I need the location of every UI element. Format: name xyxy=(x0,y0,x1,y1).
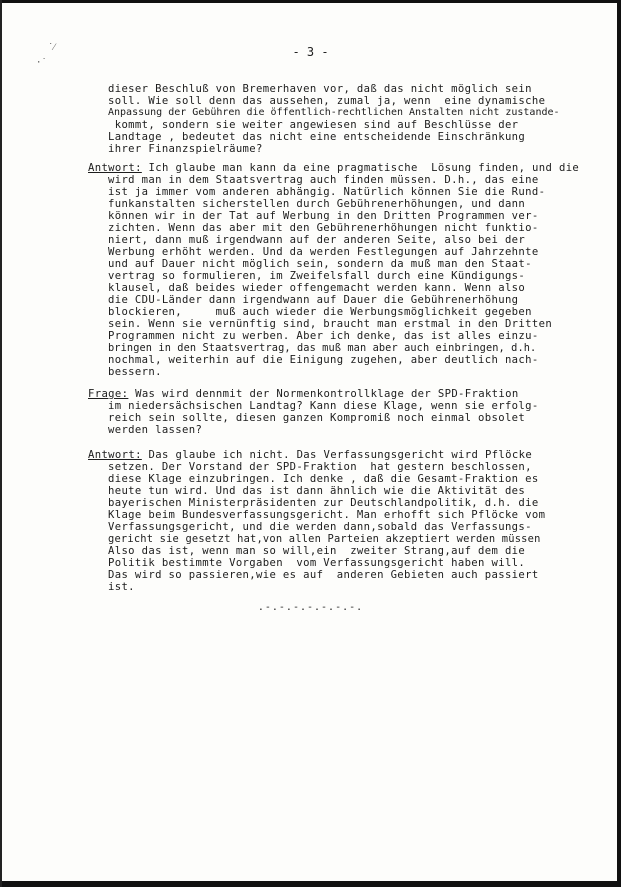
text-line: Verfassungsgericht, und die werden dann,sobald das Verfassungs- xyxy=(108,521,532,533)
text-line: Anpassung der Gebühren die öffentlich-rechtlichen Anstalten nicht zustande- xyxy=(108,107,560,118)
answer-line-first xyxy=(88,162,579,174)
text-line: gericht sie gesetzt hat,von allen Parteien akzeptiert werden müssen xyxy=(108,533,541,545)
text-line: setzen. Der Vorstand der SPD-Fraktion hat gestern beschlossen, xyxy=(108,461,532,473)
text-line: Also das ist, wenn man so will,ein zweiter Strang,auf dem die xyxy=(108,545,526,557)
text-line: dieser Beschluß von Bremerhaven vor, daß das nicht möglich sein xyxy=(108,83,532,95)
text-line: bayerischen Ministerpräsidenten zur Deutschlandpolitik, d.h. die xyxy=(108,497,539,509)
answer-label: Antwort: xyxy=(88,449,142,461)
text-line: Das glaube ich nicht. Das Verfassungsgericht wird Pflöcke xyxy=(141,449,533,461)
scan-speck: ˙⁄ xyxy=(48,43,55,53)
text-line: bringen in den Staatsvertrag, das muß man aber auch einbringen, d.h. xyxy=(108,342,537,354)
text-line: Programmen nicht zu werben. Aber ich denke, das ist alles einzu- xyxy=(108,330,539,342)
scan-border-left xyxy=(0,0,2,887)
text-line: bessern. xyxy=(108,366,162,378)
text-line: ist ja immer vom anderen abhängig. Natürlich können Sie die Rund- xyxy=(108,186,546,198)
text-line: blockieren, muß auch wieder die Werbungsmöglichkeit gegeben xyxy=(108,306,532,318)
scan-speck: ·˙ xyxy=(36,58,47,68)
text-line: diese Klage einzubringen. Ich denke , daß die Gesamt-Fraktion es xyxy=(108,473,539,485)
text-line: sein. Wenn sie vernünftig sind, braucht man erstmal in den Dritten xyxy=(108,318,553,330)
text-line: Das wird so passieren,wie es auf anderen Gebieten auch passiert xyxy=(108,569,539,581)
page-number: - 3 - xyxy=(292,45,329,59)
text-line: funkanstalten sicherstellen durch Gebührenerhöhungen, und dann xyxy=(108,198,526,210)
text-line: und auf Dauer nicht möglich sein, sondern da muß man den Staat- xyxy=(108,258,532,270)
text-line: die CDU-Länder dann irgendwann auf Dauer die Gebührenerhöhung xyxy=(108,294,519,306)
text-line: niert, dann muß irgendwann auf der anderen Seite, also bei der xyxy=(108,234,526,246)
text-line: werden lassen? xyxy=(108,424,203,436)
scan-border-right xyxy=(617,0,621,887)
text-line: Ich glaube man kann da eine pragmatische Lösung finden, und die xyxy=(141,162,580,174)
text-line: zichten. Wenn das aber mit den Gebührenerhöhungen nicht funktio- xyxy=(108,222,539,234)
text-line: klausel, daß beides wieder offengemacht werden kann. Wenn also xyxy=(108,282,526,294)
text-line: kommt, sondern sie weiter angewiesen sind auf Beschlüsse der xyxy=(108,119,519,131)
text-line: Landtage , bedeutet das nicht eine entscheidende Einschränkung xyxy=(108,131,526,143)
text-line: Politik bestimmte Vorgaben vom Verfassungsgericht haben will. xyxy=(108,557,526,569)
text-line: reich sein sollte, diesen ganzen Kompromiß noch einmal obsolet xyxy=(108,412,526,424)
text-line: heute tun wird. Und das ist dann ähnlich wie die Aktivität des xyxy=(108,485,526,497)
text-line: ihrer Finanzspielräume? xyxy=(108,143,263,155)
text-line: nochmal, weiterhin auf die Einigung zugehen, aber deutlich nach- xyxy=(108,354,539,366)
scan-border-top xyxy=(0,0,621,3)
scan-border-bottom xyxy=(0,881,621,887)
answer-line-first xyxy=(88,449,532,461)
text-line: Werbung erhöht werden. Und da werden Festlegungen auf Jahrzehnte xyxy=(108,246,539,258)
question-line-first xyxy=(88,388,519,400)
text-line: können wir in der Tat auf Werbung in den Dritten Programmen ver- xyxy=(108,210,539,222)
text-line: im niedersächsischen Landtag? Kann diese Klage, wenn sie erfolg- xyxy=(108,400,539,412)
question-label: Frage: xyxy=(88,388,129,400)
text-line: wird man in dem Staatsvertrag auch finden müssen. D.h., das eine xyxy=(108,174,539,186)
text-line: vertrag so formulieren, im Zweifelsfall durch eine Kündigungs- xyxy=(108,270,526,282)
answer-label: Antwort: xyxy=(88,162,142,174)
text-line: ist. xyxy=(108,581,135,593)
text-line: soll. Wie soll denn das aussehen, zumal ja, wenn eine dynamische xyxy=(108,95,546,107)
text-line: Klage beim Bundesverfassungsgericht. Man erhofft sich Pflöcke vom xyxy=(108,509,546,521)
end-separator: .-.-.-.-.-.-.-. xyxy=(257,602,364,613)
text-line: Was wird dennmit der Normenkontrollklage der SPD-Fraktion xyxy=(128,388,519,400)
